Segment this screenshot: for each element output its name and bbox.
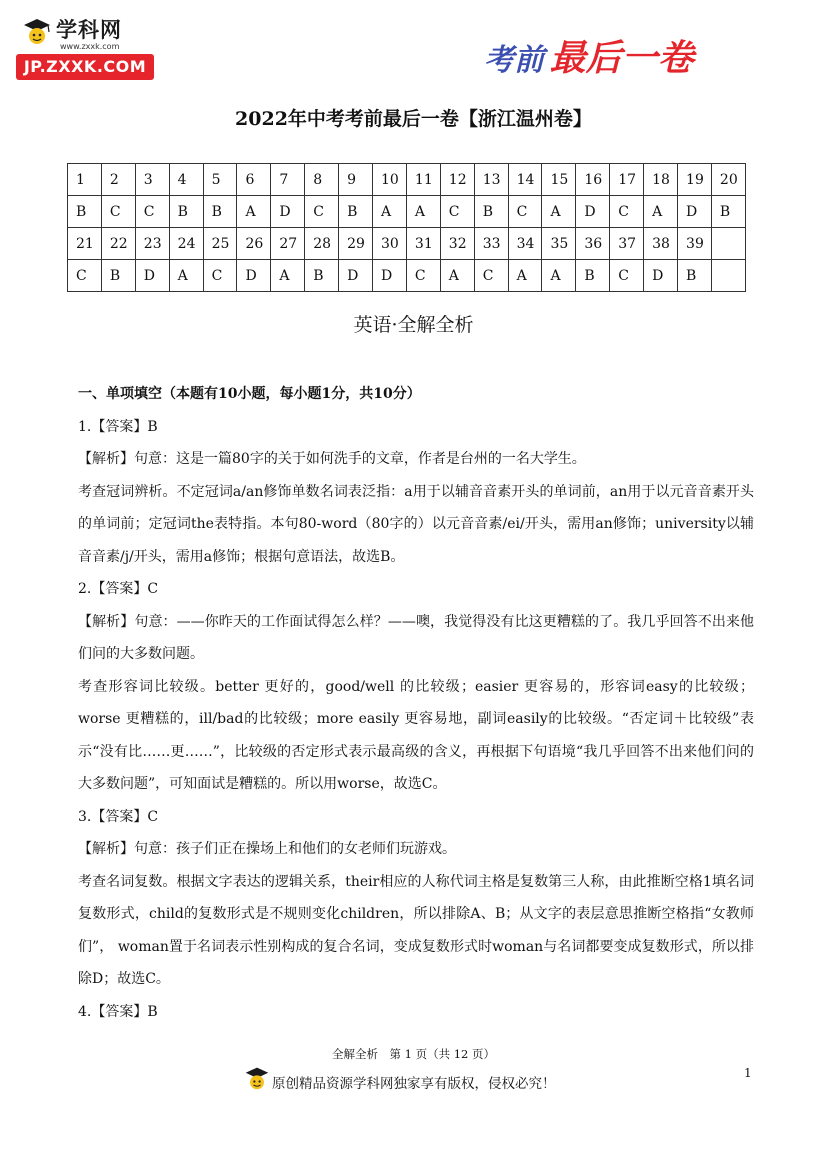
answer-table-cell: D [271, 196, 305, 228]
stamp-part2: 最后一卷 [549, 37, 694, 79]
answer-table-cell: B [711, 196, 745, 228]
answer-table-cell: 38 [644, 228, 678, 260]
answer-table-cell: 1 [68, 164, 102, 196]
answer-table-cell: A [406, 196, 440, 228]
answer-table-cell: 23 [135, 228, 169, 260]
answer-table-cell: C [474, 260, 508, 292]
answer-table-cell: 13 [474, 164, 508, 196]
answer-table-cell: 37 [610, 228, 644, 260]
answer-table-cell: 18 [644, 164, 678, 196]
footer-page-info: 全解全析 第 1 页（共 12 页） [331, 1047, 496, 1061]
answer-table-cell: D [644, 260, 678, 292]
paragraph: 1.【答案】B [78, 418, 158, 435]
answer-table-cell: A [373, 196, 407, 228]
answer-table-cell: 39 [678, 228, 712, 260]
answer-table-cell: C [135, 196, 169, 228]
answer-table-cell: 25 [203, 228, 237, 260]
zxxk-logo [16, 10, 156, 80]
answer-table-cell: D [339, 260, 373, 292]
answer-table-cell [711, 260, 745, 292]
answer-table-cell: C [68, 260, 102, 292]
answer-table-cell: A [271, 260, 305, 292]
answer-table-cell: B [339, 196, 373, 228]
answer-table-row [68, 228, 746, 260]
answer-table-cell: B [678, 260, 712, 292]
logo-url: www.zxxk.com [60, 42, 120, 51]
answer-table-cell: 14 [508, 164, 542, 196]
answer-table-cell: B [101, 260, 135, 292]
answer-table-cell: 19 [678, 164, 712, 196]
answer-table-cell: C [203, 260, 237, 292]
paragraph: 考查冠词辨析。不定冠词a/an修饰单数名词表泛指：a用于以辅音音素开头的单词前，an用于以元音音素开头的单词前；定冠词the表特指。本句80-word（80字的）以元音音素/ei/开头，需用an修饰；university以辅音音素/j/开头，需用a修饰；根据句意语法，故选B。 [78, 483, 754, 565]
answer-table-cell: A [542, 196, 576, 228]
answer-table [67, 163, 746, 292]
answer-table-cell: A [440, 260, 474, 292]
graduation-cap-icon [22, 16, 52, 46]
answer-table-cell: C [406, 260, 440, 292]
answer-table-cell: 22 [101, 228, 135, 260]
answer-table-cell: A [237, 196, 271, 228]
answer-table-cell: C [508, 196, 542, 228]
answer-table-cell: 20 [711, 164, 745, 196]
answer-table-cell: A [644, 196, 678, 228]
answer-table-cell: B [576, 260, 610, 292]
answer-table-cell: 36 [576, 228, 610, 260]
answer-table-cell: D [237, 260, 271, 292]
logo-name: 学科网 [56, 18, 122, 42]
answer-table-cell: B [68, 196, 102, 228]
answer-table-cell: C [440, 196, 474, 228]
answer-table-cell: C [610, 260, 644, 292]
answer-table-cell: D [678, 196, 712, 228]
paragraph: 4.【答案】B [78, 1003, 158, 1020]
logo-badge: JP.ZXXK.COM [16, 54, 154, 80]
page-number: 1 [744, 1066, 752, 1080]
exam-stamp [484, 30, 694, 78]
answer-table-cell: 32 [440, 228, 474, 260]
answer-table-cell: A [542, 260, 576, 292]
answer-table-cell: D [373, 260, 407, 292]
answer-table-cell: 11 [406, 164, 440, 196]
answer-table-cell: 17 [610, 164, 644, 196]
answer-table-cell: B [474, 196, 508, 228]
answer-table-cell: B [169, 196, 203, 228]
paragraph: 【解析】句意：——你昨天的工作面试得怎么样？——噢，我觉得没有比这更糟糕的了。我几乎回答不出来他们问的大多数问题。 [78, 613, 754, 662]
answer-table-cell: A [508, 260, 542, 292]
answer-table-cell: 3 [135, 164, 169, 196]
answer-table-cell: B [203, 196, 237, 228]
answer-table-cell: D [576, 196, 610, 228]
page-subtitle: 英语·全解全析 [353, 314, 474, 336]
answer-table-cell: 15 [542, 164, 576, 196]
answer-table-cell [711, 228, 745, 260]
answer-table-cell: 16 [576, 164, 610, 196]
answer-table-cell: 24 [169, 228, 203, 260]
answer-table-cell: 5 [203, 164, 237, 196]
copyright-text: 原创精品资源学科网独家享有版权，侵权必究！ [272, 1076, 556, 1092]
answer-table-cell: B [305, 260, 339, 292]
paragraph: 3.【答案】C [78, 808, 159, 825]
answer-table-cell: 4 [169, 164, 203, 196]
paragraph: 【解析】句意：这是一篇80字的关于如何洗手的文章，作者是台州的一名大学生。 [78, 451, 586, 467]
answer-table-cell: 30 [373, 228, 407, 260]
answer-table-cell: 6 [237, 164, 271, 196]
answer-table-cell: 2 [101, 164, 135, 196]
stamp-part1: 考前 [484, 43, 544, 78]
section-heading: 一、单项填空（本题有10小题，每小题1分，共10分） [78, 386, 421, 402]
answer-table-cell: 10 [373, 164, 407, 196]
answer-table-row [68, 260, 746, 292]
paragraph: 【解析】句意：孩子们正在操场上和他们的女老师们玩游戏。 [78, 841, 456, 857]
answer-table-cell: 9 [339, 164, 373, 196]
answer-table-cell: 35 [542, 228, 576, 260]
answer-table-row [68, 196, 746, 228]
page-title: 2022年中考考前最后一卷【浙江温州卷】 [235, 108, 592, 130]
graduation-cap-icon [244, 1064, 270, 1092]
answer-table-cell: C [610, 196, 644, 228]
answer-table-cell: 28 [305, 228, 339, 260]
answer-table-cell: A [169, 260, 203, 292]
answer-table-cell: 12 [440, 164, 474, 196]
answer-table-cell: 7 [271, 164, 305, 196]
analysis-content [78, 378, 754, 1028]
answer-table-cell: 33 [474, 228, 508, 260]
answer-table-cell: 21 [68, 228, 102, 260]
answer-table-cell: 8 [305, 164, 339, 196]
answer-table-cell: 29 [339, 228, 373, 260]
answer-table-cell: C [305, 196, 339, 228]
answer-table-cell: 34 [508, 228, 542, 260]
answer-table-row [68, 164, 746, 196]
paragraph: 考查形容词比较级。better 更好的，good/well 的比较级；easier 更容易的，形容词easy的比较级；worse 更糟糕的，ill/bad的比较级；more easily 更容易地，副词easily的比较级。“否定词＋比较级”表示“没有比……更……”，比较级的否定形式表示最高级的含义，再根据下句语境“我几乎回答不出来他们问的大多数问题”，可知面试是糟糕的。所以用worse，故选C。 [78, 678, 754, 792]
paragraph: 考查名词复数。根据文字表达的逻辑关系，their相应的人称代词主格是复数第三人称，由此推断空格1填名词复数形式，child的复数形式是不规则变化children，所以排除A、B；从文字的表层意思推断空格指“女教师们”， woman置于名词表示性别构成的复合名词，变成复数形式时woman与名词都要变成复数形式，所以排除D；故选C。 [78, 873, 754, 987]
answer-table-cell: D [135, 260, 169, 292]
answer-table-cell: 27 [271, 228, 305, 260]
answer-table-cell: 31 [406, 228, 440, 260]
paragraph: 2.【答案】C [78, 581, 159, 597]
answer-table-cell: 26 [237, 228, 271, 260]
answer-table-cell: C [101, 196, 135, 228]
